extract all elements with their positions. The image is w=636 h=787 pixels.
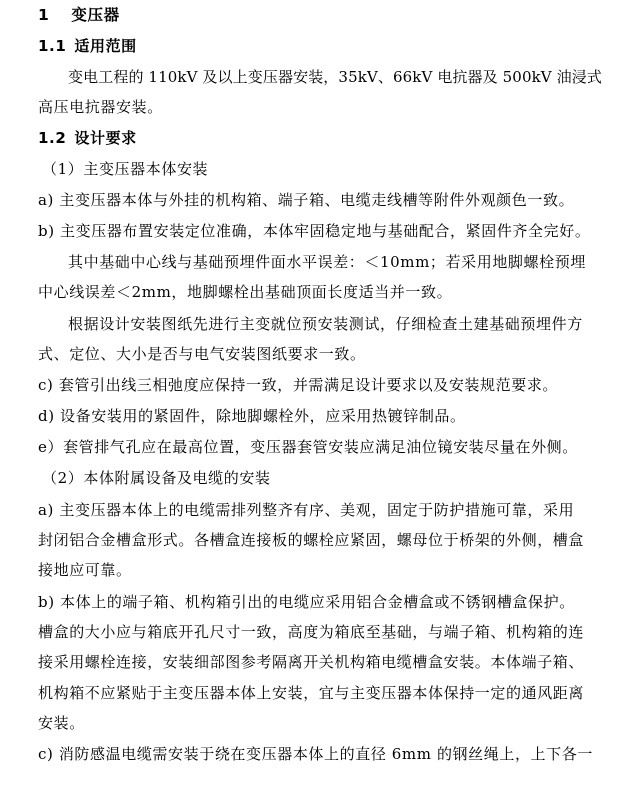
paragraph-line: 接地应可靠。	[38, 561, 132, 579]
paragraph-line: 安装。	[38, 714, 85, 732]
list-item: c) 套管引出线三相弛度应保持一致，并需满足设计要求以及安装规范要求。	[38, 376, 559, 394]
section-number: 1	[38, 6, 50, 24]
paragraph-line: 根据设计安装图纸先进行主变就位预安装测试，仔细检查土建基础预埋件方	[68, 315, 583, 333]
section-title: 变压器	[71, 6, 120, 24]
subsection-heading-1-1	[38, 36, 137, 56]
subsection-heading-1-2	[38, 128, 137, 148]
paragraph-line: 变电工程的 110kV 及以上变压器安装，35kV、66kV 电抗器及 500kV 油浸式	[68, 68, 602, 86]
section-heading	[38, 5, 120, 25]
paragraph-line: 高压电抗器安装。	[38, 98, 163, 116]
item-heading: （1）主变压器本体安装	[42, 160, 209, 178]
paragraph-line: 槽盒的大小应与箱底开孔尺寸一致，高度为箱底至基础，与端子箱、机构箱的连	[38, 623, 585, 641]
list-item: d) 设备安装用的紧固件，除地脚螺栓外，应采用热镀锌制品。	[38, 407, 466, 425]
subsection-title: 设计要求	[74, 129, 137, 147]
paragraph-line: 中心线误差＜2mm，地脚螺栓出基础顶面长度适当并一致。	[38, 283, 453, 301]
subsection-title: 适用范围	[74, 37, 137, 55]
list-item: b) 主变压器布置安装定位准确，本体牢固稳定地与基础配合，紧固件齐全完好。	[38, 222, 591, 240]
list-item: a) 主变压器本体与外挂的机构箱、端子箱、电缆走线槽等附件外观颜色一致。	[38, 191, 575, 209]
list-item: e）套管排气孔应在最高位置，变压器套管安装应满足油位镜安装尽量在外侧。	[38, 438, 578, 456]
item-heading: （2）本体附属设备及电缆的安装	[42, 469, 271, 487]
paragraph-line: 式、定位、大小是否与电气安装图纸要求一致。	[38, 345, 366, 363]
list-item: c) 消防感温电缆需安装于绕在变压器本体上的直径 6mm 的钢丝绳上，上下各一	[38, 745, 593, 763]
subsection-number: 1.1	[38, 37, 67, 55]
list-item: a) 主变压器本体上的电缆需排列整齐有序、美观，固定于防护措施可靠，采用	[38, 501, 575, 519]
subsection-number: 1.2	[38, 129, 67, 147]
paragraph-line: 机构箱不应紧贴于主变压器本体上安装，宜与主变压器本体保持一定的通风距离	[38, 684, 585, 702]
list-item: b) 本体上的端子箱、机构箱引出的电缆应采用铝合金槽盒或不锈钢槽盒保护。	[38, 593, 575, 611]
paragraph-line: 封闭铝合金槽盒形式。各槽盒连接板的螺栓应紧固，螺母位于桥架的外侧，槽盒	[38, 531, 585, 549]
paragraph-line: 接采用螺栓连接，安装细部图参考隔离开关机构箱电缆槽盒安装。本体端子箱、	[38, 653, 585, 671]
paragraph-line: 其中基础中心线与基础预埋件面水平误差：＜10mm；若采用地脚螺栓预埋	[68, 253, 586, 271]
